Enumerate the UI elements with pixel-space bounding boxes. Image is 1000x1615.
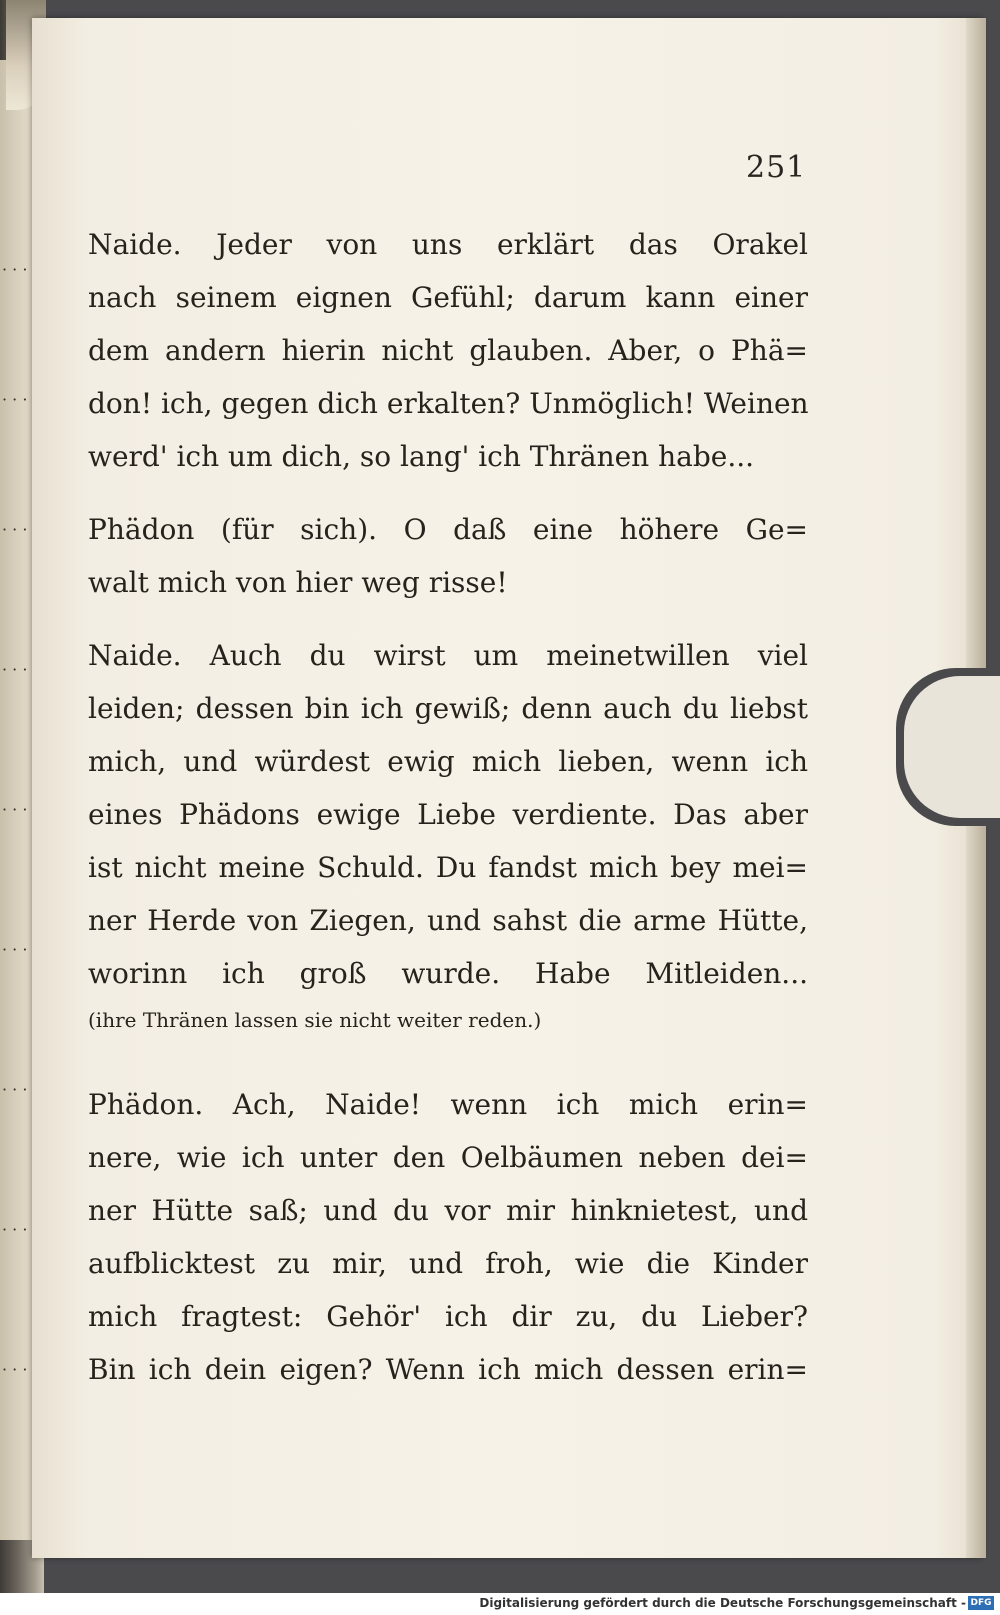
text-line: walt mich von hier weg risse! xyxy=(88,566,508,599)
text-line: Phädon (für sich). O daß eine höhere Ge= xyxy=(88,513,808,546)
text-line: worinn ich groß wurde. Habe Mitleiden... xyxy=(88,957,808,990)
funding-credit: Digitalisierung gefördert durch die Deutsche Forschungsgemeinschaft - xyxy=(479,1596,966,1610)
dfg-logo: DFG xyxy=(968,1596,994,1610)
text-line: aufblicktest zu mir, und froh, wie die Kinder xyxy=(88,1247,808,1280)
paragraph-gap xyxy=(88,1044,808,1078)
page-clip-tab-inner xyxy=(904,676,1000,818)
text-line: Phädon. Ach, Naide! wenn ich mich erin= xyxy=(88,1088,808,1121)
bleed-through-text: · · · xyxy=(2,520,28,538)
text-line: don! ich, gegen dich erkalten? Unmöglich! Weinen xyxy=(88,387,809,420)
text-line: Naide. Jeder von uns erklärt das Orakel xyxy=(88,228,808,261)
text-line: eines Phädons ewige Liebe verdiente. Das aber xyxy=(88,798,808,831)
bleed-through-text: · · · xyxy=(2,1360,28,1378)
text-line: werd' ich um dich, so lang' ich Thränen habe... xyxy=(88,440,755,473)
body-text xyxy=(88,218,808,1396)
footer-bar xyxy=(0,1593,1000,1615)
paragraph-gap xyxy=(88,609,808,629)
text-line: leiden; dessen bin ich gewiß; denn auch du liebst xyxy=(88,692,808,725)
text-line: mich fragtest: Gehör' ich dir zu, du Lieber? xyxy=(88,1300,808,1333)
text-line: Bin ich dein eigen? Wenn ich mich dessen erin= xyxy=(88,1353,808,1386)
bleed-through-text: · · · xyxy=(2,1080,28,1098)
bleed-through-text: · · · xyxy=(2,940,28,958)
text-line: ner Herde von Ziegen, und sahst die arme Hütte, xyxy=(88,904,808,937)
text-line: nach seinem eignen Gefühl; darum kann einer xyxy=(88,281,808,314)
text-line: Naide. Auch du wirst um meinetwillen viel xyxy=(88,639,808,672)
page-number: 251 xyxy=(746,150,807,185)
bleed-through-text: · · · xyxy=(2,660,28,678)
paragraph-gap xyxy=(88,483,808,503)
bleed-through-text: · · · xyxy=(2,800,28,818)
stage-direction: (ihre Thränen lassen sie nicht weiter reden.) xyxy=(88,1008,542,1032)
bleed-through-text: · · · xyxy=(2,1220,28,1238)
text-line: dem andern hierin nicht glauben. Aber, o Phä= xyxy=(88,334,808,367)
text-line: ner Hütte saß; und du vor mir hinknietest, und xyxy=(88,1194,808,1227)
bleed-through-text: · · · xyxy=(2,260,28,278)
text-line: ist nicht meine Schuld. Du fandst mich bey mei= xyxy=(88,851,808,884)
text-line: nere, wie ich unter den Oelbäumen neben dei= xyxy=(88,1141,808,1174)
text-line: mich, und würdest ewig mich lieben, wenn ich xyxy=(88,745,808,778)
bleed-through-text: · · · xyxy=(2,390,28,408)
